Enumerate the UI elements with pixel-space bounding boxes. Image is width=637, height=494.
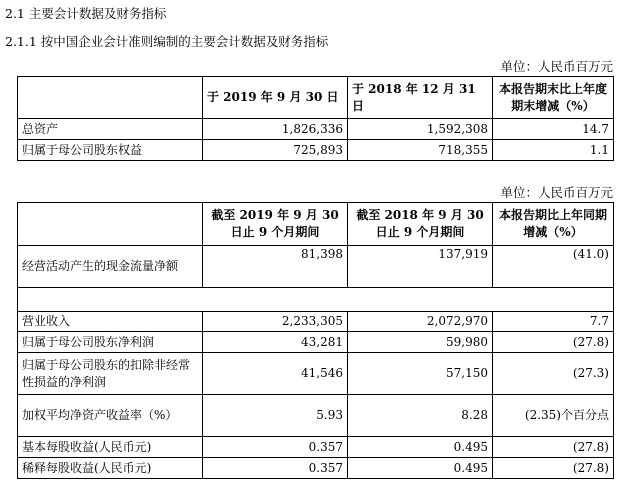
spacer-cell	[18, 288, 614, 312]
row-label: 加权平均净资产收益率（%）	[18, 395, 203, 437]
section-heading: 2.1 主要会计数据及财务指标	[5, 6, 167, 21]
performance-table	[17, 202, 614, 479]
row-label: 总资产	[18, 119, 203, 140]
header-cell-2019-period: 截至 2019 年 9 月 30 日止 9 个月期间	[203, 203, 348, 246]
value-cell: 1,592,308	[348, 119, 493, 140]
value-cell: 1.1	[493, 140, 614, 161]
value-cell: 1,826,336	[203, 119, 348, 140]
table2-unit-label: 单位：人民币百万元	[500, 185, 613, 200]
table-header-row	[18, 77, 614, 119]
header-cell-change: 本报告期末比上年度期末增减（%）	[493, 77, 614, 119]
value-cell: 0.495	[348, 458, 493, 479]
value-cell: 43,281	[203, 332, 348, 353]
table-row	[18, 458, 614, 479]
value-cell: (27.8)	[493, 458, 614, 479]
value-cell: 14.7	[493, 119, 614, 140]
value-cell: 2,233,305	[203, 312, 348, 332]
value-cell: 8.28	[348, 395, 493, 437]
value-cell: 41,546	[203, 353, 348, 395]
header-cell-blank	[18, 77, 203, 119]
table1-unit-label: 单位：人民币百万元	[500, 59, 613, 74]
subsection-heading: 2.1.1 按中国企业会计准则编制的主要会计数据及财务指标	[5, 34, 329, 49]
table-header-row	[18, 203, 614, 246]
value-cell: 0.357	[203, 437, 348, 458]
row-label: 归属于母公司股东净利润	[18, 332, 203, 353]
row-label: 归属于母公司股东权益	[18, 140, 203, 161]
table-row	[18, 119, 614, 140]
table-row	[18, 437, 614, 458]
value-cell: 5.93	[203, 395, 348, 437]
value-cell: 57,150	[348, 353, 493, 395]
value-cell: (27.8)	[493, 332, 614, 353]
value-cell: 59,980	[348, 332, 493, 353]
value-cell: (27.8)	[493, 437, 614, 458]
table-row	[18, 353, 614, 395]
value-cell: 7.7	[493, 312, 614, 332]
header-cell-2018-period: 截至 2018 年 9 月 30 日止 9 个月期间	[348, 203, 493, 246]
table-row	[18, 312, 614, 332]
row-label: 基本每股收益(人民币元)	[18, 437, 203, 458]
value-cell: (2.35)个百分点	[493, 395, 614, 437]
value-cell: 0.357	[203, 458, 348, 479]
table-row	[18, 395, 614, 437]
table-row	[18, 140, 614, 161]
value-cell: (41.0)	[493, 246, 614, 288]
value-cell: (27.3)	[493, 353, 614, 395]
value-cell: 718,355	[348, 140, 493, 161]
header-cell-blank	[18, 203, 203, 246]
value-cell: 0.495	[348, 437, 493, 458]
balance-table	[17, 76, 614, 161]
header-cell-yoy-change: 本报告期比上年同期增减（%）	[493, 203, 614, 246]
value-cell: 81,398	[203, 246, 348, 288]
table-spacer-row	[18, 288, 614, 312]
table-row	[18, 246, 614, 288]
row-label: 经营活动产生的现金流量净额	[18, 246, 203, 288]
row-label: 营业收入	[18, 312, 203, 332]
header-cell-2018: 于 2018 年 12 月 31 日	[348, 77, 493, 119]
row-label: 稀释每股收益(人民币元)	[18, 458, 203, 479]
header-cell-2019: 于 2019 年 9 月 30 日	[203, 77, 348, 119]
value-cell: 2,072,970	[348, 312, 493, 332]
value-cell: 725,893	[203, 140, 348, 161]
value-cell: 137,919	[348, 246, 493, 288]
row-label: 归属于母公司股东的扣除非经常性损益的净利润	[18, 353, 203, 395]
table-row	[18, 332, 614, 353]
